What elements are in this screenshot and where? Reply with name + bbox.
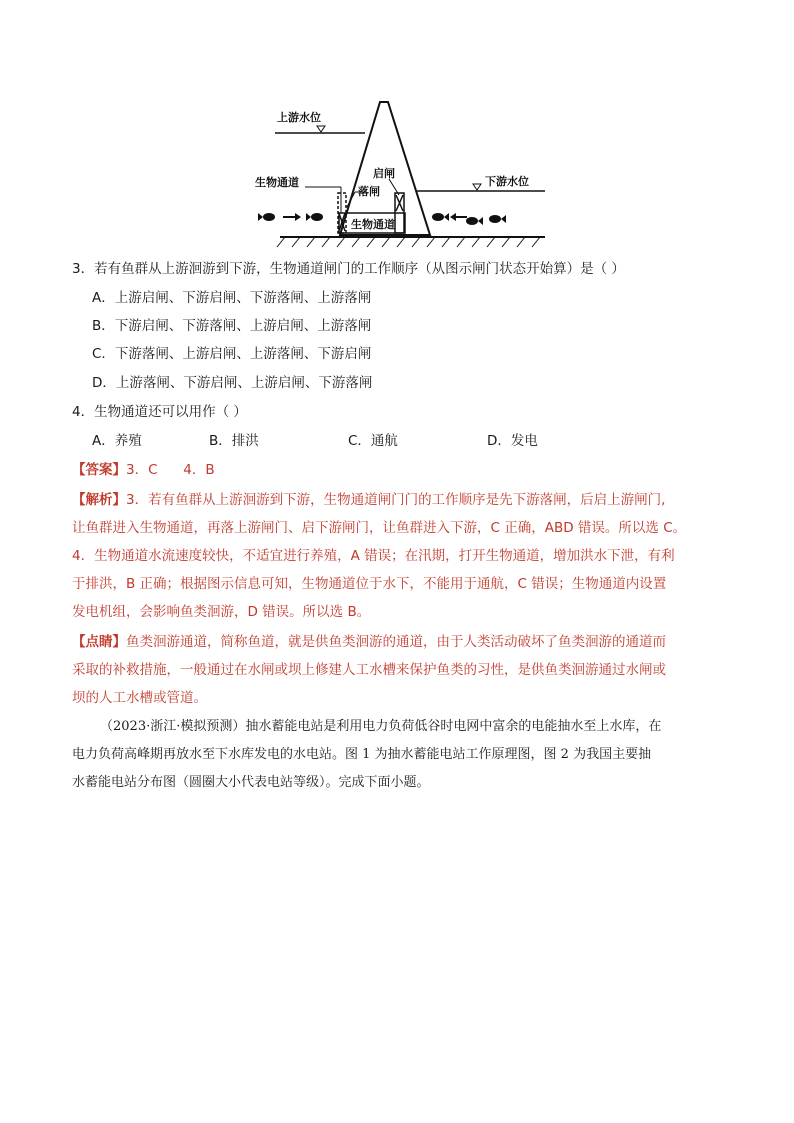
comment-line-1	[72, 632, 732, 652]
fish-upstream-1	[258, 213, 275, 221]
comment-line-3: 坝的人工水槽或管道。	[72, 690, 207, 706]
question-4-option-d: D．发电	[487, 433, 538, 449]
analysis-line-4: 于排洪，B 正确；根据图示信息可知，生物通道位于水下，不能用于通航，C 错误；生物通道内设置	[72, 576, 667, 592]
analysis-line-5: 发电机组，会影响鱼类洄游，D 错误。所以选 B。	[72, 604, 371, 620]
analysis-tag: 【解析】	[72, 492, 126, 508]
question-3-option-a: A．上游启闸、下游启闸、下游落闸、上游落闸	[92, 290, 372, 306]
label-close-gate: 落闸	[358, 185, 380, 198]
fish-downstream-1	[432, 213, 449, 221]
label-fish-channel-inner: 生物通道	[351, 218, 395, 231]
comment-text-1: 鱼类洄游通道，简称鱼道，就是供鱼类洄游的通道，由于人类活动破坏了鱼类洄游的通道而	[126, 634, 666, 650]
next-question-line-2: 电力负荷高峰期再放水至下水库发电的水电站。图 1 为抽水蓄能电站工作原理图，图 2 为我国主要抽	[72, 747, 652, 762]
comment-tag: 【点睛】	[72, 634, 126, 650]
question-3-option-b: B．下游启闸、下游落闸、上游启闸、上游落闸	[92, 318, 372, 334]
question-3-option-d: D．上游落闸、下游启闸、上游启闸、下游落闸	[92, 375, 373, 391]
label-open-gate: 启闸	[373, 167, 395, 180]
question-4-option-a: A．养殖	[92, 433, 142, 449]
dam-diagram	[255, 95, 555, 255]
analysis-text-1: 3．若有鱼群从上游洄游到下游，生物通道闸门门的工作顺序是先下游落闸，后启上游闸门,	[126, 492, 666, 508]
fish-downstream-2	[466, 217, 483, 225]
comment-line-2: 采取的补救措施，一般通过在水闸或坝上修建人工水槽来保护鱼类的习性，是供鱼类洄游通过水闸或	[72, 662, 666, 678]
dam-fish-passage-figure	[255, 95, 555, 255]
fish-upstream-2	[306, 213, 323, 221]
label-upstream-level: 上游水位	[277, 111, 321, 124]
label-downstream-level: 下游水位	[485, 175, 529, 188]
answer-line	[72, 460, 732, 480]
ground-hatch	[277, 237, 540, 247]
analysis-line-3: 4．生物通道水流速度较快，不适宜进行养殖，A 错误；在汛期，打开生物通道，增加洪水下泄，有利	[72, 548, 675, 564]
next-question-line-1: （2023·浙江·模拟预测）抽水蓄能电站是利用电力负荷低谷时电网中富余的电能抽水至上水库，在	[100, 719, 662, 734]
answer-text: 3．C 4．B	[126, 462, 215, 478]
question-4-option-b: B．排洪	[209, 433, 259, 449]
answer-tag: 【答案】	[72, 462, 126, 478]
question-3-option-c: C．下游落闸、上游启闸、上游落闸、下游启闸	[92, 346, 372, 362]
analysis-line-2: 让鱼群进入生物通道，再落上游闸门、启下游闸门，让鱼群进入下游，C 正确，ABD 错误。所以选 C。	[72, 520, 687, 536]
question-4-stem: 4．生物通道还可以用作（ ）	[72, 404, 247, 420]
next-question-line-3: 水蓄能电站分布图（圆圈大小代表电站等级）。完成下面小题。	[72, 775, 430, 790]
question-3-stem: 3．若有鱼群从上游洄游到下游，生物通道闸门的工作顺序（从图示闸门状态开始算）是（ ）	[72, 261, 625, 277]
label-fish-channel: 生物通道	[255, 176, 299, 189]
analysis-line-1	[72, 490, 732, 510]
fish-downstream-3	[489, 215, 506, 223]
question-4-option-c: C．通航	[348, 433, 398, 449]
